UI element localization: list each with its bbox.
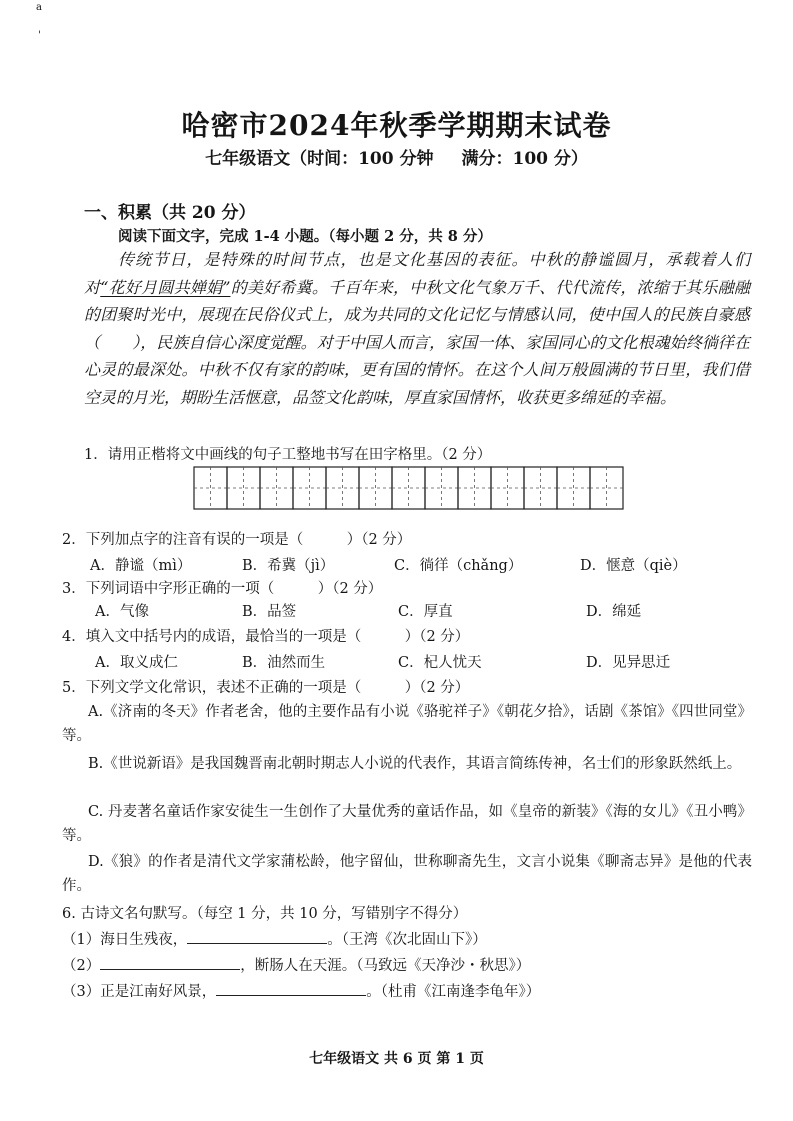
q5-option-d: D.《狼》的作者是清代文学家蒲松龄，他字留仙，世称聊斋先生，文言小说集《聊斋志异》是他的代表作。 (62, 854, 752, 894)
answer-blank[interactable] (187, 929, 327, 944)
q3-option-c: C．厚直 (398, 604, 453, 620)
page-footer: 七年级语文 共 6 页 第 1 页 (309, 1051, 484, 1067)
verse-before: 正是江南好风景， (100, 984, 217, 1000)
question-5: 5．下列文学文化常识，表述不正确的一项是（ ）（2 分） (62, 680, 470, 696)
q4-option-c: C．杞人忧天 (398, 655, 482, 671)
verse-after: ，断肠人在天涯。（马致远《天净沙・秋思》） (240, 958, 531, 974)
question-3: 3．下列词语中字形正确的一项（ ）（2 分） (62, 581, 383, 597)
q4-option-a: A．取义成仁 (95, 655, 178, 671)
q5-option-a: A.《济南的冬天》作者老舍，他的主要作品有小说《骆驼祥子》《朝花夕拾》，话剧《茶馆》《四世同堂》等。 (62, 704, 752, 744)
passage-text: 传统节日，是特殊的时间节点，也是文化基因的表征。中秋的静谧圆月，承载着人们对 (84, 250, 750, 297)
question-6: 6. 古诗文名句默写。（每空 1 分，共 10 分，写错别字不得分） (62, 906, 468, 922)
q6-item-1 (62, 928, 487, 949)
q2-option-c: C．徜徉（chǎng） (394, 558, 523, 574)
q6-item-2 (62, 954, 530, 975)
q4-option-d: D．见异思迁 (586, 655, 671, 671)
tianzige-grid[interactable] (193, 465, 633, 511)
q6-item-3 (62, 980, 540, 1001)
verse-after: 。（王湾《次北固山下》） (327, 932, 487, 948)
corner-mark: ' (38, 30, 41, 41)
q3-option-b: B．品签 (242, 604, 297, 620)
corner-mark: a (36, 2, 42, 13)
q3-option-d: D．绵延 (586, 604, 642, 620)
item-number: （1） (62, 932, 101, 948)
answer-blank[interactable] (216, 981, 366, 996)
verse-after: 。（杜甫《江南逢李龟年》） (366, 984, 541, 1000)
underlined-sentence: “花好月圆共婵娟” (100, 277, 231, 297)
section-heading: 一、积累（共 20 分） (84, 203, 256, 223)
exam-time: 七年级语文（时间：100 分钟 (205, 149, 434, 169)
q3-option-a: A．气像 (95, 604, 149, 620)
q4-option-b: B．油然而生 (242, 655, 326, 671)
exam-score: 满分：100 分） (461, 149, 588, 169)
section-instruction: 阅读下面文字，完成 1-4 小题。（每小题 2 分，共 8 分） (118, 228, 492, 245)
verse-before: 海日生残夜， (100, 932, 188, 948)
q2-option-b: B．希冀（jì） (242, 558, 335, 574)
q5-option-b: B.《世说新语》是我国魏晋南北朝时期志人小说的代表作，其语言简练传神，名士们的形象跃然纸上。 (88, 756, 742, 772)
exam-subtitle (0, 144, 793, 169)
q5-option-c: C. 丹麦著名童话作家安徒生一生创作了大量优秀的童话作品，如《皇帝的新装》《海的女儿》《丑小鸭》等。 (62, 804, 752, 844)
item-number: （3） (62, 984, 101, 1000)
question-2: 2．下列加点字的注音有误的一项是（ ）（2 分） (62, 532, 412, 548)
question-4: 4．填入文中括号内的成语，最恰当的一项是（ ）（2 分） (62, 629, 470, 645)
item-number: （2） (62, 958, 101, 974)
passage-text: 的美好希冀。千百年来，中秋文化气象万千、代代流传，浓缩于其乐融融的团聚时光中，展现在民俗仪式上，成为共同的文化记忆与情感认同，使中国人的民族自豪感（ ），民族自信心深度觉醒。对于中国人而言，家国一体、家国同心的文化根魂始终徜徉在心灵的最深处。中秋不仅有家的韵味，更有国的情怀。在这个人间万般圆满的节日里，我们借空灵的月光，期盼生活惬意，品签文化韵味，厚直家国情怀，收获更多绵延的幸福。 (84, 277, 750, 407)
exam-title: 哈密市2024年秋季学期期末试卷 (181, 109, 612, 142)
reading-passage (84, 246, 750, 412)
question-1: 1．请用正楷将文中画线的句子工整地书写在田字格里。（2 分） (84, 447, 492, 463)
q2-option-d: D．惬意（qiè） (580, 558, 687, 574)
q2-option-a: A．静谧（mì） (90, 558, 192, 574)
answer-blank[interactable] (100, 955, 240, 970)
